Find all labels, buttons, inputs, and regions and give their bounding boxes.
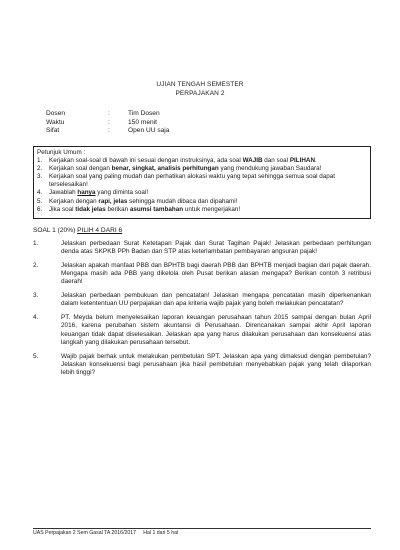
meta-colon: : <box>108 127 110 135</box>
instruction-text <box>49 165 367 173</box>
instruction-emphasis: hanya <box>77 189 96 197</box>
exam-title: UJIAN TENGAH SEMESTER <box>156 81 244 88</box>
meta-value: 150 menit <box>128 118 157 126</box>
instruction-text <box>49 206 367 214</box>
instruction-text-part: untuk mengerjakan! <box>183 205 241 213</box>
instructions-heading: Petunjuk Umum : <box>37 149 86 156</box>
footer-divider <box>33 528 371 529</box>
instruction-text-part: berikan <box>105 205 130 213</box>
instruction-item <box>37 189 367 197</box>
question-item <box>33 314 371 347</box>
instructions-box <box>33 146 371 219</box>
question-text: Jelaskan apakah manfaat PBB dan BPHTB bagi daerah PBB dan BPHTB menjadi bagian dari pajak daerah. Mengapa masih ada PBB yang dikelola oleh Pusat berikan alasan mengapa? Berikan contoh 3 retribusi daerah! <box>61 262 371 286</box>
question-item <box>33 262 371 287</box>
instruction-text-part: Kerjakan soal-soal di bawah ini sesuai dengan instruksinya, ada soal <box>49 157 243 165</box>
instruction-emphasis: asumsi tambahan <box>129 205 184 213</box>
meta-row-sifat <box>46 127 268 136</box>
instruction-text-part: . <box>315 157 317 165</box>
instruction-text-part: Kerjakan soal dengan <box>49 165 112 173</box>
question-text: Jelaskan perbedaan Surat Ketetapan Pajak dan Surat Tagihan Pajak! Jelaskan perbedaan perhitungan denda atas SKPKB PPh Badan dan STP atas keterlambatan pembayaran angsuran pajak! <box>61 240 371 256</box>
meta-value: Open UU saja <box>128 127 170 135</box>
instruction-text: Kerjakan soal yang paling mudah dan perhatikan alokasi waktu yang tepat sehingga semua soal dapat terselesaikan! <box>49 173 336 189</box>
question-item <box>33 240 371 256</box>
exam-title-block <box>0 80 400 98</box>
instruction-emphasis: WAJIB <box>242 157 263 165</box>
meta-value: Tim Dosen <box>128 110 160 117</box>
instruction-item <box>37 157 367 165</box>
instruction-number: 5. <box>37 197 43 205</box>
meta-label: Dosen <box>46 110 66 117</box>
instruction-text-part: sehingga mudah dibaca dan dipahami! <box>127 197 238 205</box>
question-item <box>33 292 371 308</box>
question-number: 4. <box>33 314 39 322</box>
page-footer: UAS Perpajakan 2 Sem Gasal TA 2016/2017 Hal 1 dari 5 hal <box>33 530 179 536</box>
meta-colon: : <box>108 118 110 126</box>
question-text: PT. Meyda belum menyelesaikan laporan keuangan perusahaan tahun 2015 sampai dengan bulan April 2016, karena perubahan sistem akuntansi di Perusahaan. Direncanakan sampai akhir April laporan keuangan tidak dapat diselesaikan. Jelaskan apa yang harus dilakukan perusahaan dan konsekuensi atas langkah yang dilakukan perusahaan tersebut. <box>61 314 371 346</box>
exam-subtitle: PERPAJAKAN 2 <box>175 90 225 97</box>
instruction-text-part: dan soal <box>262 157 290 165</box>
section-choice-rule: PILIH 4 DARI 6 <box>77 227 123 234</box>
instruction-item <box>37 206 367 214</box>
question-number: 1. <box>33 240 39 247</box>
meta-row-dosen <box>46 110 268 119</box>
meta-row-waktu <box>46 119 268 128</box>
instruction-emphasis: PILIHAN <box>289 157 316 165</box>
instruction-emphasis: tidak jelas <box>75 205 106 213</box>
meta-label: Sifat <box>46 127 60 135</box>
instruction-text-part: yang diminta soal! <box>95 189 149 197</box>
instruction-text-part: Kerjakan dengan <box>49 197 99 205</box>
question-number: 3. <box>33 292 39 300</box>
question-text: Jelaskan perbedaan pembukuan dan pencatatan! Jelaskan mengapa pencatatan masih diperkenankan dalam ketententuan UU perpajakan dan apa kriteria wajib pajak yang boleh melakukan pencatatan? <box>61 292 371 308</box>
instruction-number: 4. <box>37 189 43 197</box>
instruction-text <box>49 189 367 197</box>
instruction-emphasis: benar, singkat, analisis perhitungan <box>111 165 219 173</box>
meta-colon: : <box>108 110 110 117</box>
exam-meta <box>46 110 268 136</box>
meta-label: Waktu <box>46 118 65 126</box>
instruction-item <box>37 198 367 206</box>
instruction-text-part: Jawablah <box>49 189 78 197</box>
instruction-emphasis: rapi, jelas <box>98 197 128 205</box>
instruction-number: 1. <box>37 157 43 165</box>
question-list <box>33 240 371 383</box>
question-text: Wajib pajak berhak untuk melakukan pembetulan SPT. Jelaskan apa yang dimaksud dengan pembetulan? Jelaskan konsekuensi bagi perusahaan jika hasil pembetulan menyebabkan pajak yang telah dilaporkan lebih tinggi? <box>61 352 371 377</box>
instruction-number: 6. <box>37 205 43 213</box>
instruction-text <box>49 198 367 206</box>
instruction-number: 3. <box>37 173 43 181</box>
question-number: 2. <box>33 262 39 269</box>
instruction-item <box>37 165 367 173</box>
section-label: SOAL 1 (20%) <box>33 227 78 234</box>
instruction-number: 2. <box>37 165 43 173</box>
section-title <box>33 227 122 235</box>
instruction-text <box>49 157 367 165</box>
instruction-text-part: Jika soal <box>49 205 76 213</box>
question-item <box>33 353 371 378</box>
instruction-item <box>37 173 367 189</box>
question-number: 5. <box>33 352 39 360</box>
instruction-text-part: yang mendukung jawaban Saudara! <box>218 165 322 173</box>
instructions-list <box>37 157 367 214</box>
